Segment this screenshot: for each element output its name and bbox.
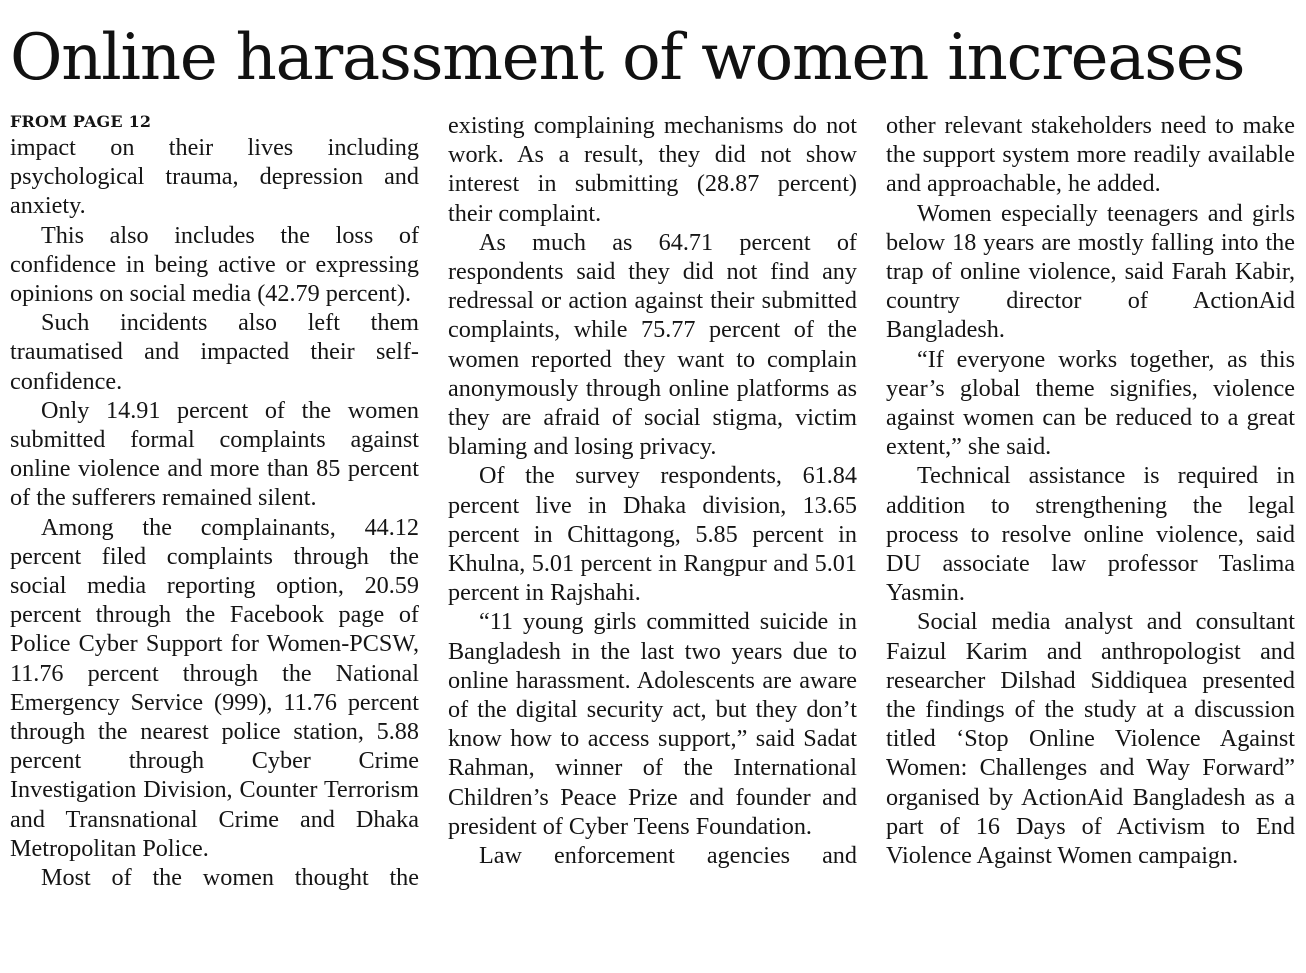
article-column-2 [448, 111, 857, 870]
paragraph: impact on their lives including psychological trauma, depression and anxiety. [10, 134, 419, 220]
article-headline: Online harassment of women increases [10, 21, 1245, 95]
paragraph: Only 14.91 percent of the women submitted formal complaints against online violence and more than 85 percent of the sufferers remained silent. [10, 396, 419, 512]
paragraph: Of the survey respondents, 61.84 percent live in Dhaka division, 13.65 percent in Chittagong, 5.85 percent in Khulna, 5.01 percent in Rangpur and 5.01 percent in Rajshahi. [448, 462, 857, 607]
paragraph: Law enforcement agencies and [479, 842, 857, 870]
paragraph: “If everyone works together, as this year’s global theme signifies, violence against women can be reduced to a great extent,” she said. [886, 345, 1295, 461]
paragraph: existing complaining mechanisms do not work. As a result, they did not show interest in submitting (28.87 percent) their complaint. [448, 112, 857, 227]
article-column-1 [10, 111, 419, 892]
paragraph: This also includes the loss of confidence in being active or expressing opinions on social media (42.79 percent). [10, 221, 419, 308]
paragraph: other relevant stakeholders need to make the support system more readily available and approachable, he added. [886, 112, 1295, 198]
paragraph: “11 young girls committed suicide in Bangladesh in the last two years due to online harassment. Adolescents are aware of the digital security act, but they don’t know how to access support,” said Sadat Rahman, winner of the International Children’s Peace Prize and founder and president of Cyber Teens Foundation. [448, 608, 857, 840]
article-column-3 [886, 111, 1295, 870]
paragraph: Most of the women thought the [41, 864, 419, 892]
paragraph: As much as 64.71 percent of respondents said they did not find any redressal or action against their submitted complaints, while 75.77 percent of the women reported they want to complain anonymously through online platforms as they are afraid of social stigma, victim blaming and losing privacy. [448, 228, 857, 461]
paragraph: Social media analyst and consultant Faizul Karim and anthropologist and researcher Dilshad Siddiquea presented the findings of the study at a discussion titled ‘Stop Online Violence Against Women: Challenges and Way Forward” organised by ActionAid Bangladesh as a part of 16 Days of Activism to End Violence Against Women campaign. [886, 608, 1295, 870]
paragraph: Such incidents also left them traumatised and impacted their self-confidence. [10, 309, 419, 395]
paragraph: Among the complainants, 44.12 percent filed complaints through the social media reporting option, 20.59 percent through the Facebook page of Police Cyber Support for Women-PCSW, 11.76 percent through the National Emergency Service (999), 11.76 percent through the nearest police station, 5.88 percent through Cyber Crime Investigation Division, Counter Terrorism and Transnational Crime and Dhaka Metropolitan Police. [10, 513, 419, 862]
paragraph: Technical assistance is required in addition to strengthening the legal process to resolve online violence, said DU associate law professor Taslima Yasmin. [886, 462, 1295, 607]
continuation-kicker: FROM PAGE 12 [10, 112, 152, 131]
paragraph: Women especially teenagers and girls below 18 years are mostly falling into the trap of online violence, said Farah Kabir, country director of ActionAid Bangladesh. [886, 199, 1295, 344]
